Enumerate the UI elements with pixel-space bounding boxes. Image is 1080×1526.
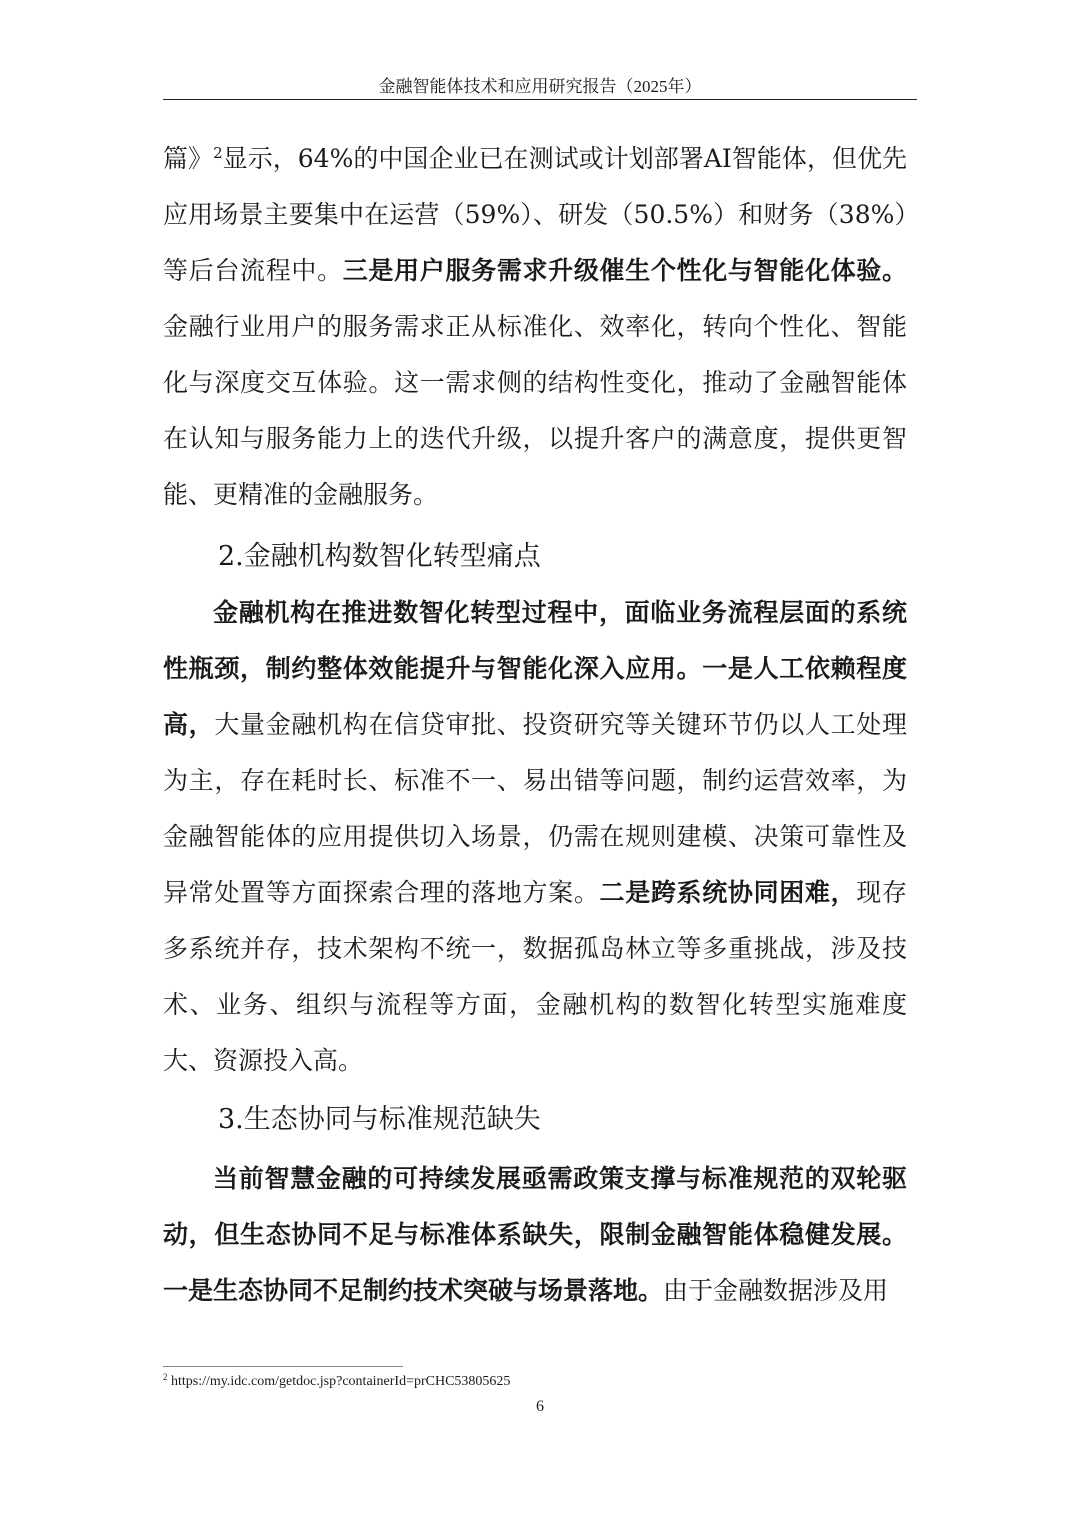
header-divider: [163, 99, 917, 100]
section-3-paragraph: [163, 1151, 907, 1319]
section-3-point-1-text: 由于金融数据涉及用: [663, 1276, 889, 1305]
paragraph-1-text-b: 金融行业用户的服务需求正从标准化、效率化，转向个性化、智能化与深度交互体验。这一需求侧的结构性变化，推动了金融智能体在认知与服务能力上的迭代升级，以提升客户的满意度，提供更智能、更精准的金融服务。: [163, 312, 907, 509]
footnote: [163, 1372, 510, 1392]
page-number: 6: [536, 1398, 544, 1415]
section-2-heading: 2.金融机构数智化转型痛点: [218, 541, 541, 572]
section-2-paragraph: [163, 585, 907, 1089]
paragraph-1-text-a: 显示，64%的中国企业已在测试或计划部署AI智能体，但优先应用场景主要集中在运营（59%）、研发（50.5%）和财务（38%）等后台流程中。: [163, 144, 907, 285]
section-3-intro: 当前智慧金融的可持续发展亟需政策支撑与标准规范的双轮驱动，但生态协同不足与标准体系缺失，限制金融智能体稳健发展。: [163, 1164, 907, 1249]
footnote-url[interactable]: https://my.idc.com/getdoc.jsp?containerId=prCHC53805625: [171, 1374, 511, 1389]
footnote-divider: [163, 1366, 403, 1367]
page-header-title: 金融智能体技术和应用研究报告（2025年）: [378, 77, 702, 96]
section-3-heading: 3.生态协同与标准规范缺失: [218, 1104, 541, 1135]
paragraph-1: [163, 131, 907, 523]
section-2-point-2-title: 二是跨系统协同困难，: [599, 878, 857, 907]
footnote-reference[interactable]: 2: [213, 144, 223, 162]
section-3-point-1-title: 一是生态协同不足制约技术突破与场景落地。: [163, 1276, 664, 1305]
section-2-point-1-title: 一是人工依赖程度高，: [163, 654, 907, 739]
paragraph-1-emphasis: 三是用户服务需求升级催生个性化与智能化体验。: [342, 256, 907, 285]
section-2-point-2-text: 现存多系统并存，技术架构不统一，数据孤岛林立等多重挑战，涉及技术、业务、组织与流程等方面，金融机构的数智化转型实施难度大、资源投入高。: [163, 878, 907, 1075]
section-2-point-1-text: 大量金融机构在信贷审批、投资研究等关键环节仍以人工处理为主，存在耗时长、标准不一、易出错等问题，制约运营效率，为金融智能体的应用提供切入场景，仍需在规则建模、决策可靠性及异常处置等方面探索合理的落地方案。: [163, 710, 907, 907]
footnote-number: 2: [163, 1372, 168, 1382]
section-2-intro: 金融机构在推进数智化转型过程中，面临业务流程层面的系统性瓶颈，制约整体效能提升与智能化深入应用。: [163, 598, 907, 683]
paragraph-1-lead: 篇》: [163, 144, 214, 173]
